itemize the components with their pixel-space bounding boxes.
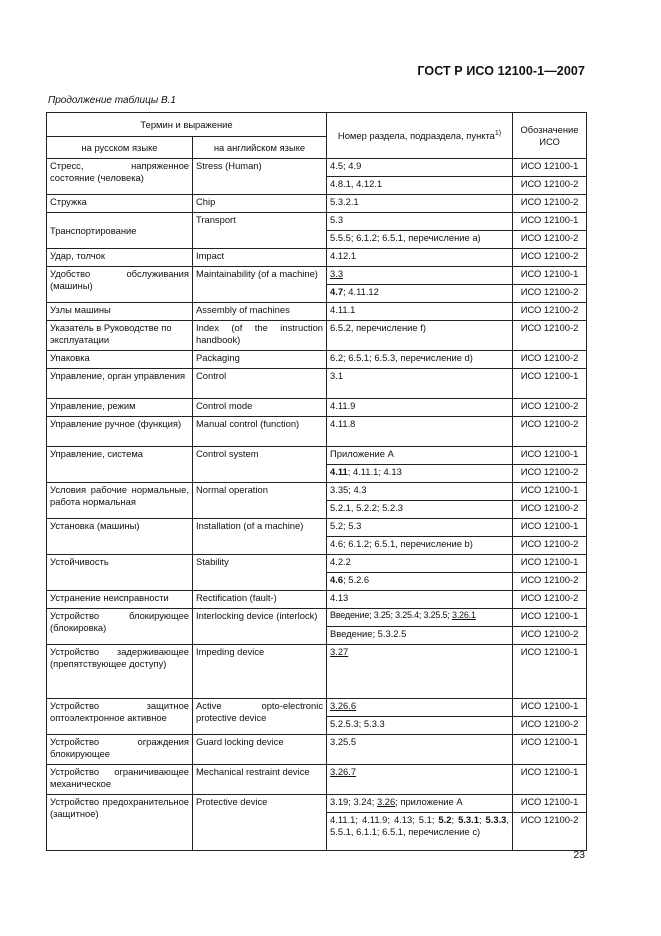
header-ref-label: Номер раздела, подраздела, пункта xyxy=(337,129,495,141)
ref-cell: 4.11.1 xyxy=(327,303,513,321)
ref-cell: 3.25.5 xyxy=(327,735,513,765)
table-caption: Продолжение таблицы В.1 xyxy=(48,95,176,106)
term-en: Index (of the instruction handbook) xyxy=(193,321,327,351)
iso-cell: ИСО 12100-2 xyxy=(513,195,587,213)
term-ru: Транспортирование xyxy=(47,213,193,249)
term-ru: Устройство защитное оптоэлектронное активное xyxy=(47,699,193,735)
ref-cell: 4.11; 4.11.1; 4.13 xyxy=(327,465,513,483)
term-ru: Устройство ограждения блокирующее xyxy=(47,735,193,765)
iso-cell: ИСО 12100-2 xyxy=(513,303,587,321)
ref-cell: 5.5.5; 6.1.2; 6.5.1, перечисление а) xyxy=(327,231,513,249)
iso-cell: ИСО 12100-1 xyxy=(513,795,587,813)
iso-cell: ИСО 12100-1 xyxy=(513,699,587,717)
ref-cell: 4.11.9 xyxy=(327,399,513,417)
iso-cell: ИСО 12100-1 xyxy=(513,369,587,399)
iso-cell: ИСО 12100-2 xyxy=(513,285,587,303)
term-ru: Управление, орган управления xyxy=(47,369,193,399)
ref-cell: 4.2.2 xyxy=(327,555,513,573)
ref-cell: 4.11.1; 4.11.9; 4.13; 5.1; 5.2; 5.3.1; 5.3.3, 5.5.1, 6.1.1; 6.5.1, перечисление с) xyxy=(327,813,513,851)
term-en: Packaging xyxy=(193,351,327,369)
term-ru: Удар, толчок xyxy=(47,249,193,267)
term-en: Stability xyxy=(193,555,327,591)
term-ru: Устойчивость xyxy=(47,555,193,591)
iso-cell: ИСО 12100-1 xyxy=(513,519,587,537)
term-en: Normal operation xyxy=(193,483,327,519)
iso-cell: ИСО 12100-1 xyxy=(513,159,587,177)
term-en: Impact xyxy=(193,249,327,267)
iso-cell: ИСО 12100-1 xyxy=(513,765,587,795)
ref-bold: 5.3.3 xyxy=(485,814,507,825)
term-en: Mechanical restraint device xyxy=(193,765,327,795)
term-en: Installation (of a machine) xyxy=(193,519,327,555)
ref-link: 3.26 xyxy=(376,796,396,807)
term-ru: Установка (машины) xyxy=(47,519,193,555)
ref-link: 3.27 xyxy=(330,646,349,657)
term-en: Control xyxy=(193,369,327,399)
iso-cell: ИСО 12100-1 xyxy=(513,447,587,465)
term-ru: Устройство ограничивающее механическое xyxy=(47,765,193,795)
ref-cell: 5.2; 5.3 xyxy=(327,519,513,537)
iso-cell: ИСО 12100-1 xyxy=(513,483,587,501)
iso-cell: ИСО 12100-1 xyxy=(513,267,587,285)
iso-cell: ИСО 12100-1 xyxy=(513,609,587,627)
term-ru: Управление, система xyxy=(47,447,193,483)
term-ru: Устранение неисправности xyxy=(47,591,193,609)
iso-cell: ИСО 12100-2 xyxy=(513,399,587,417)
iso-cell: ИСО 12100-2 xyxy=(513,321,587,351)
page-number: 23 xyxy=(573,849,585,861)
term-en: Stress (Human) xyxy=(193,159,327,195)
term-en: Guard locking device xyxy=(193,735,327,765)
term-en: Assembly of machines xyxy=(193,303,327,321)
term-ru: Стресс, напряженное состояние (человека) xyxy=(47,159,193,195)
ref-cell: 4.13 xyxy=(327,591,513,609)
term-en: Maintainability (of a machine) xyxy=(193,267,327,303)
header-iso: Обозначение ИСО xyxy=(513,113,587,159)
iso-cell: ИСО 12100-2 xyxy=(513,417,587,447)
header-russian: на русском языке xyxy=(47,137,193,159)
term-ru: Управление ручное (функция) xyxy=(47,417,193,447)
header-english: на английском языке xyxy=(193,137,327,159)
standard-designation: ГОСТ Р ИСО 12100-1—2007 xyxy=(417,64,585,78)
ref-cell: 5.3.2.1 xyxy=(327,195,513,213)
ref-cell xyxy=(327,267,513,285)
term-ru: Условия рабочие нормальные, работа нормальная xyxy=(47,483,193,519)
term-ru: Управление, режим xyxy=(47,399,193,417)
term-en: Rectification (fault-) xyxy=(193,591,327,609)
ref-link: 3.3 xyxy=(330,268,344,279)
term-en: Impeding device xyxy=(193,645,327,699)
ref-cell: 4.6; 6.1.2; 6.5.1, перечисление b) xyxy=(327,537,513,555)
iso-cell: ИСО 12100-2 xyxy=(513,351,587,369)
iso-cell: ИСО 12100-2 xyxy=(513,813,587,851)
ref-cell: Приложение А xyxy=(327,447,513,465)
iso-cell: ИСО 12100-1 xyxy=(513,213,587,231)
ref-bold: 5.2 xyxy=(438,814,452,825)
ref-cell xyxy=(327,645,513,699)
terms-table xyxy=(46,112,587,851)
header-ref xyxy=(327,113,513,159)
term-ru: Узлы машины xyxy=(47,303,193,321)
header-terms: Термин и выражение xyxy=(47,113,327,137)
ref-cell: 6.2; 6.5.1; 6.5.3, перечисление d) xyxy=(327,351,513,369)
ref-cell: 4.11.8 xyxy=(327,417,513,447)
iso-cell: ИСО 12100-2 xyxy=(513,591,587,609)
ref-bold: 4.7 xyxy=(330,286,344,297)
term-ru: Устройство предохранительное (защитное) xyxy=(47,795,193,851)
ref-cell: 4.5; 4.9 xyxy=(327,159,513,177)
term-en: Protective device xyxy=(193,795,327,851)
term-en: Control system xyxy=(193,447,327,483)
ref-cell: 4.6; 5.2.6 xyxy=(327,573,513,591)
ref-cell xyxy=(327,699,513,717)
iso-cell: ИСО 12100-1 xyxy=(513,645,587,699)
term-ru: Указатель в Руководстве по эксплуатации xyxy=(47,321,193,351)
term-en: Interlocking device (interlock) xyxy=(193,609,327,645)
term-ru: Устройство блокирующее (блокировка) xyxy=(47,609,193,645)
ref-bold: 4.11 xyxy=(330,466,348,477)
ref-cell: Введение; 5.3.2.5 xyxy=(327,627,513,645)
ref-cell: 5.2.1, 5.2.2; 5.2.3 xyxy=(327,501,513,519)
term-en: Chip xyxy=(193,195,327,213)
iso-cell: ИСО 12100-1 xyxy=(513,735,587,765)
term-ru: Упаковка xyxy=(47,351,193,369)
ref-cell: 6.5.2, перечисление f) xyxy=(327,321,513,351)
ref-cell: 3.35; 4.3 xyxy=(327,483,513,501)
iso-cell: ИСО 12100-2 xyxy=(513,501,587,519)
term-en: Control mode xyxy=(193,399,327,417)
term-ru: Устройство задерживающее (препятствующее доступу) xyxy=(47,645,193,699)
iso-cell: ИСО 12100-2 xyxy=(513,231,587,249)
ref-link: 3.26.6 xyxy=(330,700,357,711)
ref-link: 3.26.7 xyxy=(330,766,357,777)
ref-cell: 3.1 xyxy=(327,369,513,399)
term-en: Active opto-electronic protective device xyxy=(193,699,327,735)
ref-cell: Введение; 3.25; 3.25.4; 3.25.5; 3.26.1 xyxy=(327,609,513,627)
ref-cell: 3.19; 3.24; 3.26; приложение А xyxy=(327,795,513,813)
ref-cell xyxy=(327,765,513,795)
ref-cell: 4.7; 4.11.12 xyxy=(327,285,513,303)
iso-cell: ИСО 12100-1 xyxy=(513,555,587,573)
iso-cell: ИСО 12100-2 xyxy=(513,573,587,591)
footnote-mark: 1) xyxy=(494,129,502,137)
term-ru: Стружка xyxy=(47,195,193,213)
iso-cell: ИСО 12100-2 xyxy=(513,537,587,555)
ref-cell: 5.2.5.3; 5.3.3 xyxy=(327,717,513,735)
iso-cell: ИСО 12100-2 xyxy=(513,627,587,645)
ref-link: 3.26.1 xyxy=(451,610,476,620)
ref-bold: 5.3.1 xyxy=(458,814,479,825)
term-en: Transport xyxy=(193,213,327,249)
ref-cell: 4.8.1, 4.12.1 xyxy=(327,177,513,195)
iso-cell: ИСО 12100-2 xyxy=(513,465,587,483)
iso-cell: ИСО 12100-2 xyxy=(513,717,587,735)
term-ru: Удобство обслуживания (машины) xyxy=(47,267,193,303)
ref-cell: 5.3 xyxy=(327,213,513,231)
iso-cell: ИСО 12100-2 xyxy=(513,177,587,195)
ref-bold: 4.6 xyxy=(330,574,344,585)
iso-cell: ИСО 12100-2 xyxy=(513,249,587,267)
term-en: Manual control (function) xyxy=(193,417,327,447)
ref-cell: 4.12.1 xyxy=(327,249,513,267)
